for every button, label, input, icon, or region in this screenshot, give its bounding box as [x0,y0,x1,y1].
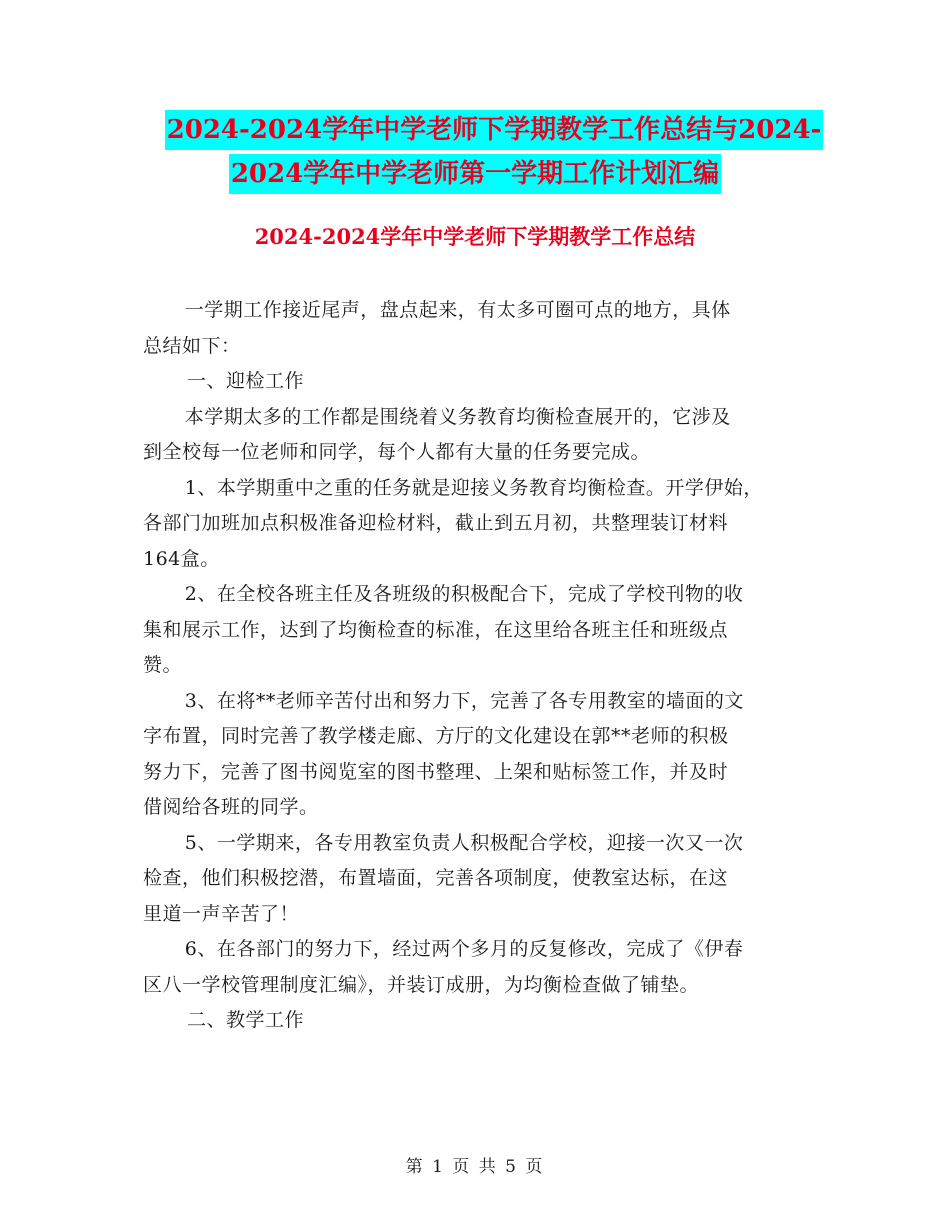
paragraph-line: 一、迎检工作 [187,370,305,392]
document-body [143,293,833,1039]
section-title: 2024-2024学年中学老师下学期教学工作总结 [254,224,696,249]
paragraph-line: 6、在各部门的努力下，经过两个多月的反复修改，完成了《伊春 [184,938,744,960]
paragraph-line: 集和展示工作，达到了均衡检查的标准，在这里给各班主任和班级点 [143,618,729,641]
paragraph-line: 检查，他们积极挖潜，布置墙面，完善各项制度，使教室达标，在这 [143,867,729,889]
paragraph-line: 各部门加班加点积极准备迎检材料，截止到五月初，共整理装订材料 [143,512,729,534]
paragraph-line: 到全校每一位老师和同学，每个人都有大量的任务要完成。 [143,441,651,463]
title-line-2: 2024学年中学老师第一学期工作计划汇编 [229,154,721,194]
paragraph [143,400,833,471]
document-title [0,110,950,198]
paragraph-line: 努力下，完善了图书阅览室的图书整理、上架和贴标签工作，并及时 [143,760,729,783]
section-heading [143,1003,833,1039]
paragraph-line: 总结如下： [143,334,241,357]
paragraph-line: 二、教学工作 [187,1009,305,1031]
paragraph-line: 5、一学期来，各专用教室负责人积极配合学校，迎接一次又一次 [184,831,744,854]
title-line-1: 2024-2024学年中学老师下学期教学工作总结与2024- [165,110,824,150]
paragraph [143,684,833,826]
paragraph-line: 赞。 [143,654,183,676]
paragraph-line: 区八一学校管理制度汇编》，并装订成册，为均衡检查做了铺垫。 [143,973,700,996]
page-footer: 第 1 页 共 5 页 [405,1157,545,1177]
paragraph-line: 3、在将**老师辛苦付出和努力下，完善了各专用教室的墙面的文 [184,689,744,712]
paragraph [143,293,833,364]
paragraph [143,826,833,933]
section-heading [143,364,833,400]
paragraph [143,471,833,578]
paragraph-line: 164盒。 [143,547,220,570]
paragraph-line: 借阅给各班的同学。 [143,796,319,818]
paragraph [143,577,833,684]
paragraph-line: 1、本学期重中之重的任务就是迎接义务教育均衡检查。开学伊始， [184,476,763,499]
paragraph-line: 里道一声辛苦了！ [143,902,300,925]
paragraph-line: 字布置，同时完善了教学楼走廊、方厅的文化建设在郭**老师的积极 [143,725,729,747]
paragraph-line: 2、在全校各班主任及各班级的积极配合下，完成了学校刊物的收 [184,583,744,605]
paragraph-line: 本学期太多的工作都是围绕着义务教育均衡检查展开的，它涉及 [184,405,731,428]
paragraph-line: 一学期工作接近尾声，盘点起来，有太多可圈可点的地方，具体 [184,299,731,321]
paragraph [143,932,833,1003]
